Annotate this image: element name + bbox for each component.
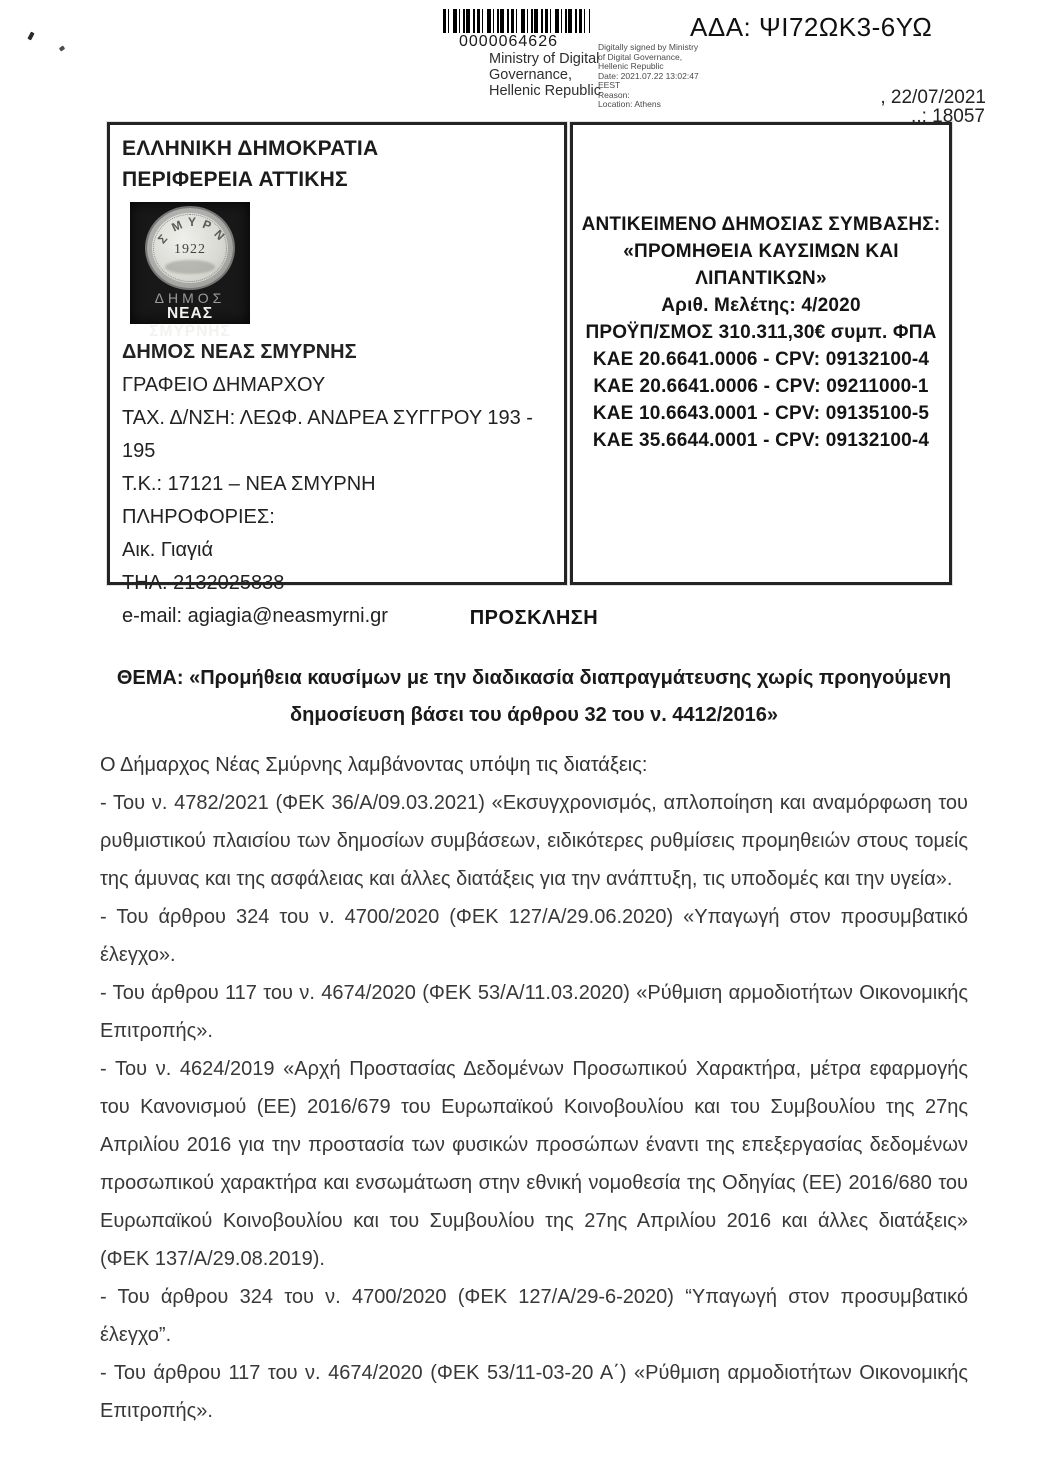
ada-code: ΑΔΑ: ΨΙ72ΩΚ3-6ΥΩ: [690, 12, 933, 42]
protocol-number: ..: 18057: [911, 106, 985, 127]
signature-line: Date: 2021.07.22 13:02:47: [598, 70, 699, 81]
legal-reference-paragraph: - Του άρθρου 324 του ν. 4700/2020 (ΦΕΚ 127/Α/29.06.2020) «Υπαγωγή στον προσυμβατικό έλεγχο».: [100, 906, 968, 966]
contact-person: Αικ. Γιαγιά: [122, 539, 214, 561]
ministry-line: Hellenic Republic: [489, 83, 602, 99]
signature-line: EEST: [598, 80, 621, 90]
ministry-signer-name: [489, 51, 601, 99]
coin-letter: Ρ: [200, 217, 214, 233]
state-name: ΕΛΛΗΝΙΚΗ ΔΗΜΟΚΡΑΤΙΑ: [122, 137, 379, 160]
document-body: [100, 607, 968, 1430]
document-subject: [100, 660, 968, 734]
postal-address: ΤΑΧ. Δ/ΝΣΗ: ΛΕΩΦ. ΑΝΔΡΕΑ ΣΥΓΓΡΟΥ 193 - 195: [122, 407, 533, 462]
kae-cpv-line: ΚΑΕ 10.6643.0001 - CPV: 09135100-5: [592, 403, 930, 424]
kae-cpv-line: ΚΑΕ 35.6644.0001 - CPV: 09132100-4: [592, 430, 930, 451]
municipality-seal-logo: [130, 202, 250, 340]
info-label: ΠΛΗΡΟΦΟΡΙΕΣ:: [122, 506, 275, 528]
legal-reference-paragraph: - Του άρθρου 324 του ν. 4700/2020 (ΦΕΚ 127/Α/29-6-2020) “Υπαγωγή στον προσυμβατικό έλεγχο”.: [100, 1286, 968, 1346]
coin-letter: Υ: [188, 215, 197, 229]
ink-speck: [27, 32, 34, 41]
contract-subject-label: ΑΝΤΙΚΕΙΜΕΝΟ ΔΗΜΟΣΙΑΣ ΣΥΜΒΑΣΗΣ:: [581, 214, 941, 235]
coin-year: 1922: [174, 242, 206, 257]
postal-code: Τ.Κ.: 17121 – ΝΕΑ ΣΜΥΡΝΗ: [122, 473, 376, 495]
kae-cpv-line: ΚΑΕ 20.6641.0006 - CPV: 09211000-1: [593, 376, 929, 397]
legal-reference-paragraph: - Του ν. 4782/2021 (ΦΕΚ 36/Α/09.03.2021) «Εκσυγχρονισμός, απλοποίηση και αναμόρφωση του ρυθμιστικού πλαισίου των δημοσίων συμβάσεων, ειδικότερες ρυθμίσεις προμηθειών στους τομείς της άμυνας και της ασφάλειας και άλλες διατάξεις για την ανάπτυξη, τις υποδομές και την υγεία».: [100, 792, 968, 890]
region-name: ΠΕΡΙΦΕΡΕΙΑ ΑΤΤΙΚΗΣ: [122, 168, 348, 191]
coin-letter: Σ: [154, 231, 171, 247]
coin-letter: Ν: [211, 227, 228, 243]
study-number: Αριθ. Μελέτης: 4/2020: [661, 295, 861, 316]
ministry-line: Ministry of Digital: [489, 51, 600, 67]
budget-line: ΠΡΟΫΠ/ΣΜΟΣ 310.311,30€ συμπ. ΦΠΑ: [585, 322, 937, 343]
legal-reference-paragraph: - Του άρθρου 117 του ν. 4674/2020 (ΦΕΚ 53/11-03-20 Α΄) «Ρύθμιση αρμοδιοτήτων Οικονομικής Επιτροπής».: [100, 1362, 968, 1422]
signature-line: Reason:: [598, 89, 630, 100]
coin-emblem-icon: [147, 208, 233, 288]
barcode-icon: [443, 9, 590, 33]
subject-line: δημοσίευση βάσει του άρθρου 32 του ν. 4412/2016»: [290, 704, 778, 726]
digital-signature-details: [598, 43, 699, 110]
document-date: , 22/07/2021: [880, 87, 986, 108]
contract-title-line: «ΠΡΟΜΗΘΕΙΑ ΚΑΥΣΙΜΩΝ ΚΑΙ: [623, 241, 899, 262]
municipality-name: ΔΗΜΟΣ ΝΕΑΣ ΣΜΥΡΝΗΣ: [122, 341, 357, 363]
signature-line: Digitally signed by Ministry: [598, 42, 699, 52]
phone-number: ΤΗΛ. 2132025838: [122, 572, 285, 594]
coin-engraving: [165, 260, 215, 274]
signature-line: Location: Athens: [598, 99, 661, 109]
legal-reference-paragraph: - Του άρθρου 117 του ν. 4674/2020 (ΦΕΚ 53/Α/11.03.2020) «Ρύθμιση αρμοδιοτήτων Οικονομικής Επιτροπής».: [100, 982, 968, 1042]
logo-caption-neas-smyrnis: ΝΕΑΣ ΣΜΥΡΝΗΣ: [149, 305, 231, 340]
ink-speck: [59, 45, 65, 51]
legal-reference-paragraph: - Του ν. 4624/2019 «Αρχή Προστασίας Δεδομένων Προσωπικού Χαρακτήρα, μέτρα εφαρμογής του Κανονισμού (ΕΕ) 2016/679 του Ευρωπαϊκού Κοινοβουλίου και του Συμβουλίου της 27ης Απριλίου 2016 για την προστασία των φυσικών προσώπων έναντι της επεξεργασίας δεδομένων προσωπικού χαρακτήρα και ενσωμάτωση στην εθνική νομοθεσία της Οδηγίας (ΕΕ) 2016/680 του Ευρωπαϊκού Κοινοβουλίου και του Συμβουλίου της 27ης Απριλίου 2016 και άλλες διατάξεις» (ΦΕΚ 137/Α/29.08.2019).: [100, 1058, 968, 1270]
office-name: ΓΡΑΦΕΙΟ ΔΗΜΑΡΧΟΥ: [122, 374, 326, 396]
logo-caption-dimos: ΔΗΜΟΣ: [154, 290, 226, 306]
ministry-line: Governance,: [489, 67, 573, 83]
contract-subject-box: [570, 122, 952, 585]
kae-cpv-line: ΚΑΕ 20.6641.0006 - CPV: 09132100-4: [592, 349, 930, 370]
coin-letter: Μ: [169, 217, 185, 235]
barcode-number: 0000064626: [459, 33, 558, 50]
subject-line: ΘΕΜΑ: «Προμήθεια καυσίμων με την διαδικασία διαπραγμάτευσης χωρίς προηγούμενη: [116, 667, 952, 689]
email-address: e-mail: agiagia@neasmyrni.gr: [122, 605, 388, 627]
contract-title-line: ΛΙΠΑΝΤΙΚΩΝ»: [695, 268, 827, 289]
intro-sentence: Ο Δήμαρχος Νέας Σμύρνης λαμβάνοντας υπόψη τις διατάξεις:: [100, 754, 648, 776]
signature-line: Hellenic Republic: [598, 61, 664, 71]
signature-line: of Digital Governance,: [598, 51, 683, 62]
document-title: ΠΡΟΣΚΛΗΣΗ: [469, 607, 599, 629]
